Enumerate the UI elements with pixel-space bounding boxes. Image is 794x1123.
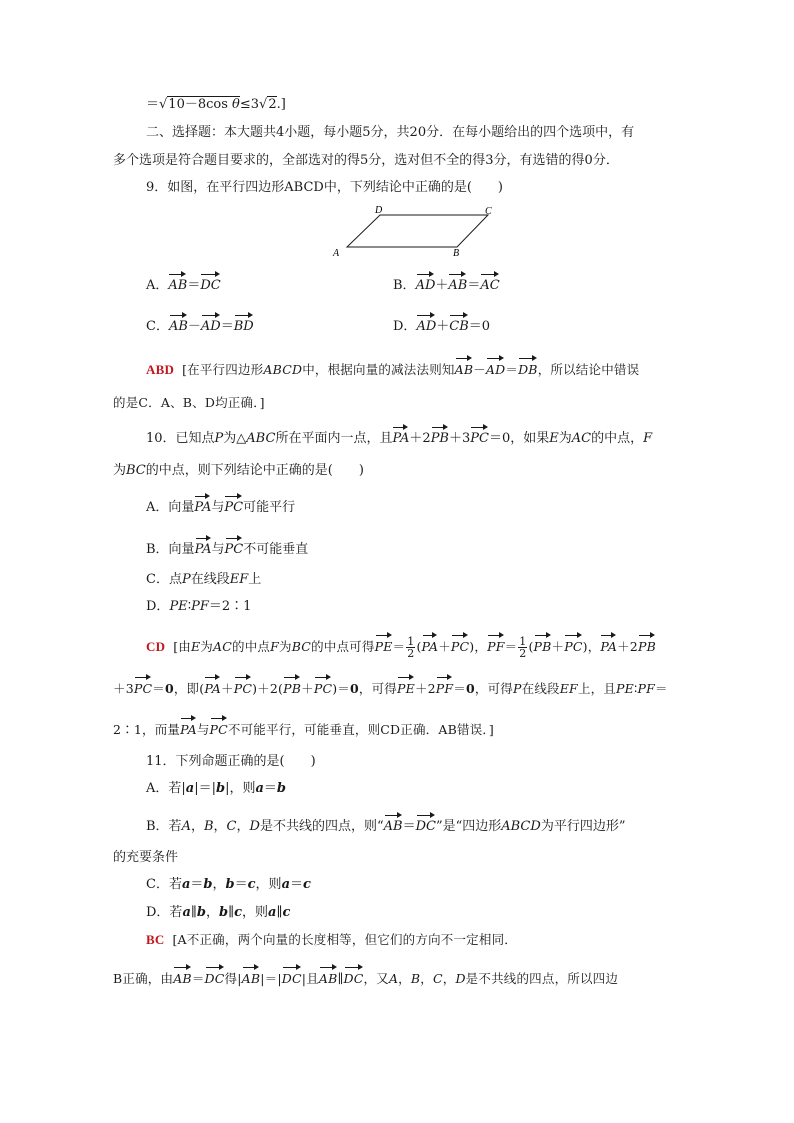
q10-answer: CD <box>146 639 166 654</box>
figure-label-D: D <box>375 205 383 216</box>
carry-over-line: ＝√10－8cos θ≤3√2.] <box>146 97 286 112</box>
q10-option-c: C．点P在线段EF上 <box>146 572 262 587</box>
q9-option-b: B．AD＋AB＝AC <box>393 273 500 296</box>
q11-explanation-line-2: B正确，由AB＝DC得|AB|＝|DC|且AB∥DC，又A，B，C，D是不共线的四点，所以四边 <box>113 966 618 989</box>
q11-explanation-line-1 <box>146 930 517 950</box>
q9-option-c: C．AB－AD＝BD <box>146 314 254 337</box>
q10-stem-line-1: 10．已知点P为△ABC所在平面内一点，且PA＋2PB＋3PC＝0，如果E为AC的中点，F <box>146 426 652 449</box>
q9-explanation-line-2: 的是C．A、B、D均正确．] <box>113 395 265 410</box>
q11-option-c: C．若a＝b，b＝c，则a＝c <box>146 877 311 892</box>
q10-explanation-line-3: 2∶1，而量PA与PC不可能平行，可能垂直，则CD正确．AB错误．] <box>113 717 494 740</box>
q9-explanation-line-1: ABD [在平行四边形ABCD中，根据向量的减法法则知AB－AD＝DB，所以结论中错误 <box>146 357 639 380</box>
q10-option-a: A．向量PA与PC可能平行 <box>146 495 295 518</box>
q11-stem: 11．下列命题正确的是( ) <box>146 754 316 769</box>
figure-label-A: A <box>333 248 340 259</box>
section-header-line-2: 多个选项是符合题目要求的，全部选对的得5分，选对但不全的得3分，有选错的得0分． <box>113 153 619 168</box>
q10-option-b: B．向量PA与PC不可能垂直 <box>146 537 308 560</box>
parallelogram-shape <box>347 215 488 247</box>
q10-explanation-line-1: CD [由E为AC的中点F为BC的中点可得PE＝ $\frac{1}{2}$ (PA＋PC)，PF＝ $\frac{1}{2}$ (PB＋PC)，PA＋2PB <box>146 635 656 660</box>
q11-explanation-text-1: [A不正确，两个向量的长度相等，但它们的方向不一定相同． <box>172 932 517 947</box>
q9-option-d: D．AD＋CB＝0 <box>393 314 490 337</box>
q10-explanation-line-2: ＋3PC＝0，即(PA＋PC)＋2(PB＋PC)＝0，可得PE＋2PF＝0，可得P在线段EF上，且PE∶PF＝ <box>113 676 668 699</box>
q9-stem: 9．如图，在平行四边形ABCD中，下列结论中正确的是( ) <box>146 180 503 195</box>
q9-option-a: A．AB＝DC <box>146 273 221 296</box>
q11-answer: BC <box>146 932 165 947</box>
q11-option-b-line-2: 的充要条件 <box>113 850 179 865</box>
parallelogram-figure <box>325 200 505 260</box>
section-header-line-1: 二、选择题：本大题共4小题，每小题5分，共20分．在每小题给出的四个选项中，有 <box>146 125 635 140</box>
figure-label-C: C <box>485 206 492 217</box>
q11-option-d: D．若a∥b，b∥c，则a∥c <box>146 905 291 920</box>
q10-stem-line-2: 为BC的中点，则下列结论中正确的是( ) <box>113 463 364 478</box>
q10-option-d: D．PE∶PF＝2∶1 <box>146 599 252 614</box>
q11-option-b-line-1: B．若A，B，C，D是不共线的四点，则“AB＝DC”是“四边形ABCD为平行四边形” <box>146 814 625 837</box>
q9-answer: ABD <box>146 362 175 377</box>
q11-option-a: A．若|a|＝|b|，则a＝b <box>146 781 287 796</box>
figure-label-B: B <box>453 248 460 259</box>
